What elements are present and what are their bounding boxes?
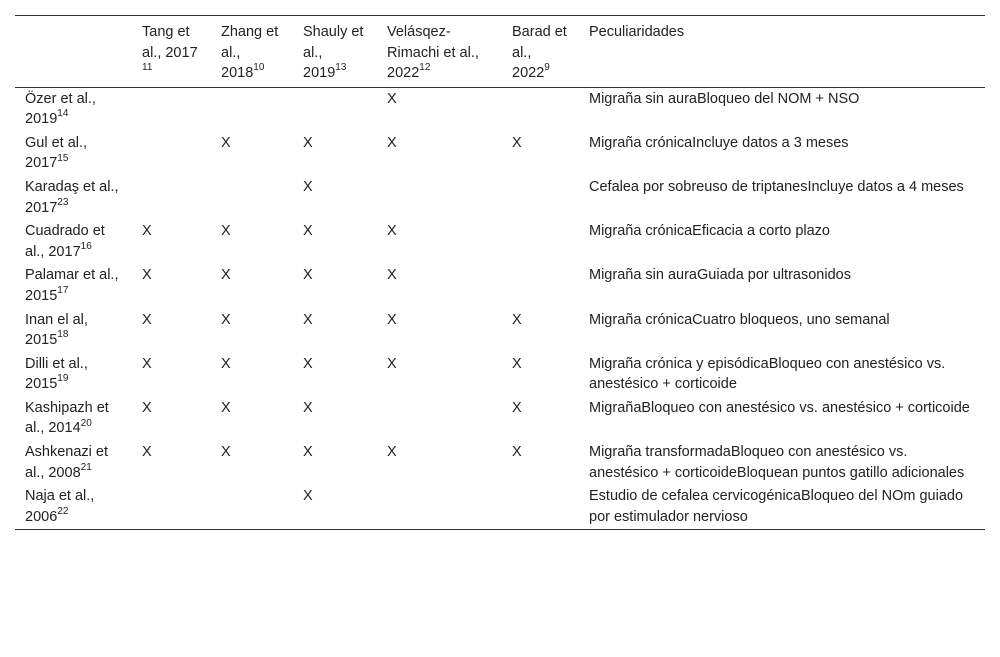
inclusion-mark-cell <box>502 87 579 132</box>
table-row <box>15 485 985 530</box>
inclusion-mark-cell: X <box>221 223 231 240</box>
inclusion-mark-cell: X <box>512 399 522 416</box>
study-name: Karadaş et al., 2017 <box>25 179 119 216</box>
inclusion-mark-cell: X <box>303 399 313 416</box>
inclusion-mark-cell: X <box>303 267 313 284</box>
inclusion-mark-cell: X <box>303 311 313 328</box>
header-label: Tang et al., 2017 <box>142 24 198 61</box>
inclusion-mark-cell <box>132 132 211 176</box>
reference-superscript: 16 <box>80 240 92 252</box>
table-row <box>15 87 985 132</box>
study-name: Inan el al, 2015 <box>25 311 88 349</box>
inclusion-mark-cell <box>211 485 293 530</box>
table-row <box>15 176 985 220</box>
table-body <box>15 87 985 530</box>
reference-superscript: 17 <box>57 285 69 297</box>
inclusion-mark-cell: X <box>512 134 522 151</box>
inclusion-mark-cell: X <box>221 134 231 151</box>
inclusion-mark-cell <box>132 87 211 132</box>
inclusion-mark-cell <box>502 264 579 308</box>
header-label: Zhang et al., 2018 <box>221 24 279 82</box>
reference-superscript: 19 <box>57 373 69 385</box>
inclusion-mark-cell <box>211 87 293 132</box>
reference-superscript: 11 <box>142 62 153 74</box>
inclusion-mark-cell: X <box>142 223 152 240</box>
study-name: Cuadrado et al., 2017 <box>25 223 105 260</box>
study-name: Gul et al., 2017 <box>25 134 88 172</box>
inclusion-mark-cell: X <box>142 267 152 284</box>
inclusion-mark-cell: X <box>303 223 313 240</box>
study-cell <box>15 220 132 264</box>
reference-superscript: 15 <box>57 152 69 164</box>
peculiarities-cell: Migraña crónicaEficacia a corto plazo <box>589 223 830 240</box>
table-row <box>15 397 985 441</box>
inclusion-mark-cell: X <box>221 355 231 372</box>
peculiarities-cell: Migraña crónica y episódicaBloqueo con anestésico vs. anestésico + corticoide <box>589 355 946 393</box>
header-cell <box>579 16 985 88</box>
table-row <box>15 441 985 485</box>
reference-superscript: 12 <box>419 62 431 74</box>
inclusion-mark-cell: X <box>387 223 397 240</box>
header-cell <box>502 16 579 88</box>
header-cell <box>377 16 502 88</box>
study-cell <box>15 397 132 441</box>
study-name: Kashipazh et al., 2014 <box>25 399 109 437</box>
peculiarities-cell: Cefalea por sobreuso de triptanesIncluye datos a 4 meses <box>589 179 964 196</box>
study-cell <box>15 264 132 308</box>
inclusion-mark-cell: X <box>142 399 152 416</box>
header-cell-empty <box>15 16 132 88</box>
header-cell <box>293 16 377 88</box>
peculiarities-cell: Estudio de cefalea cervicogénicaBloqueo del NOm guiado por estimulador nervioso <box>589 488 964 525</box>
inclusion-mark-cell <box>377 176 502 220</box>
inclusion-mark-cell <box>132 176 211 220</box>
inclusion-mark-cell: X <box>512 443 522 460</box>
inclusion-mark-cell: X <box>221 443 231 460</box>
peculiarities-cell: Migraña transformadaBloqueo con anestésico vs. anestésico + corticoideBloquean puntos gatillo adicionales <box>589 443 965 481</box>
peculiarities-cell: Migraña sin auraBloqueo del NOM + NSO <box>589 90 860 107</box>
inclusion-mark-cell <box>502 220 579 264</box>
study-name: Ashkenazi et al., 2008 <box>25 443 109 481</box>
study-name: Palamar et al., 2015 <box>25 267 119 304</box>
study-cell <box>15 353 132 397</box>
table-row <box>15 353 985 397</box>
reference-superscript: 13 <box>335 62 347 74</box>
inclusion-mark-cell: X <box>221 311 231 328</box>
inclusion-mark-cell: X <box>142 355 152 372</box>
study-cell <box>15 176 132 220</box>
study-cell <box>15 485 132 530</box>
inclusion-mark-cell: X <box>387 311 397 328</box>
reference-superscript: 23 <box>57 196 69 208</box>
inclusion-mark-cell: X <box>387 443 397 460</box>
inclusion-mark-cell: X <box>142 311 152 328</box>
study-name: Naja et al., 2006 <box>25 488 95 525</box>
inclusion-mark-cell: X <box>512 355 522 372</box>
reference-superscript: 22 <box>57 505 69 517</box>
inclusion-mark-cell <box>211 176 293 220</box>
header-label: Velásqez-Rimachi et al., 2022 <box>387 24 479 82</box>
table-row <box>15 132 985 176</box>
header-cell <box>132 16 211 88</box>
inclusion-mark-cell: X <box>303 355 313 372</box>
peculiarities-cell: Migraña crónicaCuatro bloqueos, uno semanal <box>589 311 890 328</box>
inclusion-mark-cell: X <box>142 443 152 460</box>
header-label: Shauly et al., 2019 <box>303 24 364 82</box>
inclusion-mark-cell: X <box>221 267 231 284</box>
study-cell <box>15 309 132 353</box>
study-name: Özer et al., 2019 <box>25 90 96 128</box>
inclusion-mark-cell: X <box>387 355 397 372</box>
table-header <box>15 16 985 88</box>
header-row <box>15 16 985 88</box>
reference-superscript: 18 <box>57 329 69 341</box>
inclusion-mark-cell: X <box>303 134 313 151</box>
inclusion-mark-cell: X <box>303 443 313 460</box>
header-cell <box>211 16 293 88</box>
inclusion-mark-cell <box>502 485 579 530</box>
study-cell <box>15 87 132 132</box>
inclusion-mark-cell: X <box>221 399 231 416</box>
reference-superscript: 14 <box>57 108 69 120</box>
inclusion-mark-cell: X <box>303 179 313 196</box>
study-cell <box>15 132 132 176</box>
reference-superscript: 9 <box>544 62 550 74</box>
peculiarities-cell: Migraña sin auraGuiada por ultrasonidos <box>589 267 851 284</box>
header-label: Peculiaridades <box>589 24 685 40</box>
peculiarities-cell: Migraña crónicaIncluye datos a 3 meses <box>589 134 849 151</box>
reference-superscript: 10 <box>253 62 265 74</box>
table-row <box>15 264 985 308</box>
table-row <box>15 220 985 264</box>
inclusion-mark-cell: X <box>512 311 522 328</box>
inclusion-mark-cell: X <box>387 90 397 107</box>
inclusion-mark-cell: X <box>303 488 313 505</box>
inclusion-mark-cell <box>377 397 502 441</box>
inclusion-mark-cell: X <box>387 134 397 151</box>
peculiarities-cell: MigrañaBloqueo con anestésico vs. anestésico + corticoide <box>589 399 970 416</box>
table-row <box>15 309 985 353</box>
study-cell <box>15 441 132 485</box>
reference-superscript: 20 <box>80 417 92 429</box>
inclusion-mark-cell <box>377 485 502 530</box>
header-label: Barad et al., 2022 <box>512 24 567 82</box>
inclusion-mark-cell: X <box>387 267 397 284</box>
study-comparison-table <box>15 15 985 530</box>
reference-superscript: 21 <box>80 461 92 473</box>
inclusion-mark-cell <box>502 176 579 220</box>
inclusion-mark-cell <box>132 485 211 530</box>
inclusion-mark-cell <box>293 87 377 132</box>
study-name: Dilli et al., 2015 <box>25 355 88 393</box>
